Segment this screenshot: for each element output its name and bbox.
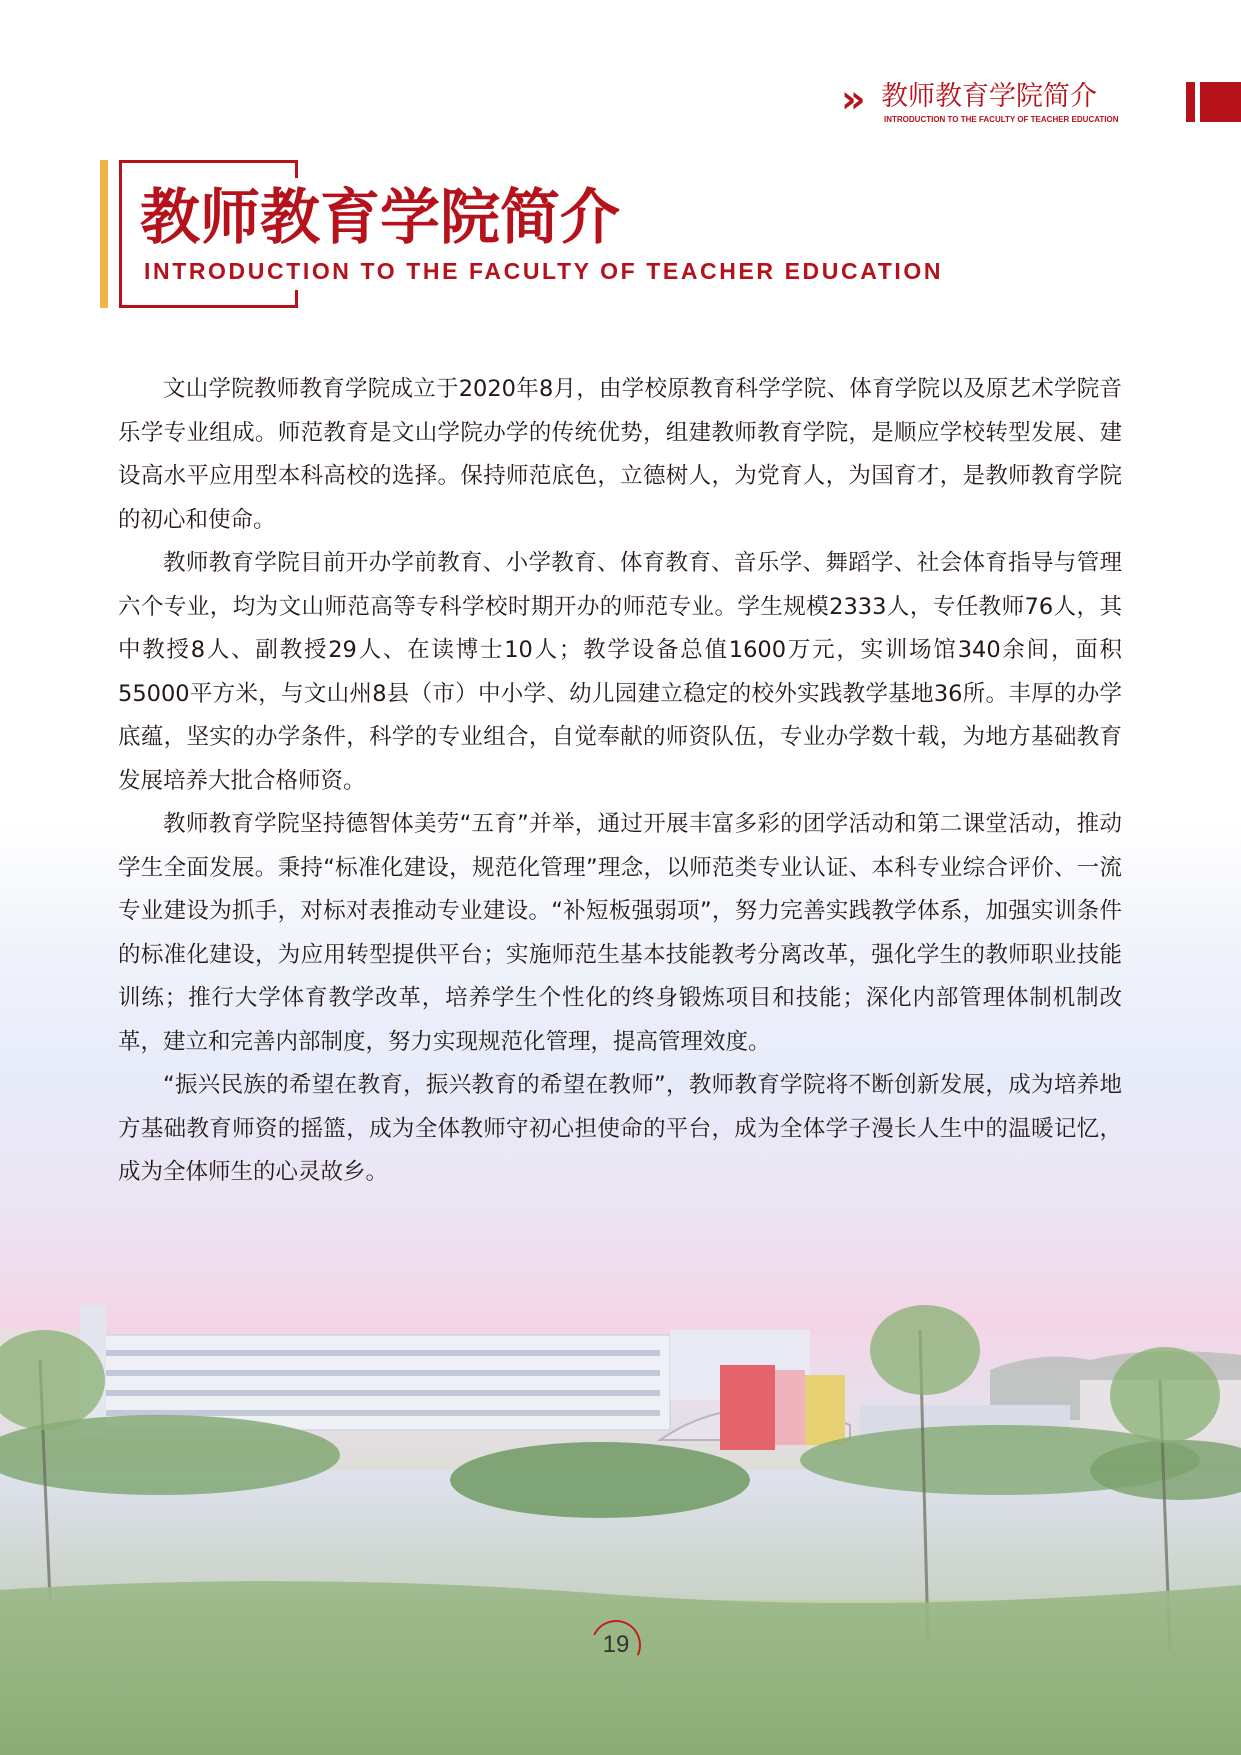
header-bar-2 <box>1200 82 1241 122</box>
arts-center-pink <box>775 1370 805 1445</box>
arts-center-red <box>720 1365 775 1450</box>
title-frame-corner-top <box>295 160 298 178</box>
page-title: 教师教育学院简介 <box>140 184 626 252</box>
paragraph-4: “振兴民族的希望在教育，振兴教育的希望在教师”，教师教育学院将不断创新发展，成为培养地方基础教育师资的摇篮，成为全体教师守初心担使命的平台，成为全体学子漫长人生中的温暖记忆，成为全体师生的心灵故乡。 <box>118 1072 1122 1185</box>
arts-center-yellow <box>805 1375 845 1445</box>
running-header <box>841 77 1241 126</box>
running-header-subtitle: INTRODUCTION TO THE FACULTY OF TEACHER EDUCATION <box>884 115 1119 124</box>
page-subtitle-en: INTRODUCTION TO THE FACULTY OF TEACHER EDUCATION <box>144 258 944 284</box>
paragraph-2: 教师教育学院目前开办学前教育、小学教育、体育教育、音乐学、舞蹈学、社会体育指导与管理六个专业，均为文山师范高等专科学校时期开办的师范专业。学生规模2333人，专任教师76人，其中教授8人、副教授29人、在读博士10人；教学设备总值1600万元，实训场馆340余间，面积55000平方米，与文山州8县（市）中小学、幼儿园建立稳定的校外实践教学基地36所。丰厚的办学底蕴，坚实的办学条件，科学的专业组合，自觉奉献的师资队伍，专业办学数十载，为地方基础教育发展培养大批合格师资。 <box>118 550 1122 794</box>
title-frame-corner-bottom <box>295 290 298 308</box>
running-header-title: 教师教育学院简介 <box>881 81 1097 112</box>
paragraph-3: 教师教育学院坚持德智体美劳“五育”并举，通过开展丰富多彩的团学活动和第二课堂活动，推动学生全面发展。秉持“标准化建设，规范化管理”理念，以师范类专业认证、本科专业综合评价、一流专业建设为抓手，对标对表推动专业建设。“补短板强弱项”，努力完善实践教学体系，加强实训条件的标准化建设，为应用转型提供平台；实施师范生基本技能教考分离改革，强化学生的教师职业技能训练；推行大学体育教学改革，培养学生个性化的终身锻炼项目和技能；深化内部管理体制机制改革，建立和完善内部制度，努力实现规范化管理，提高管理效度。 <box>118 811 1122 1055</box>
header-bar-1 <box>1186 82 1195 122</box>
body-text <box>118 368 1122 1195</box>
paragraph-1: 文山学院教师教育学院成立于2020年8月，由学校原教育科学学院、体育学院以及原艺术学院音乐学专业组成。师范教育是文山学院办学的传统优势，组建教师教育学院，是顺应学校转型发展、建设高水平应用型本科高校的选择。保持师范底色，立德树人，为党育人，为国育才，是教师教育学院的初心和使命。 <box>118 376 1122 533</box>
page-number: 19 <box>602 1631 630 1658</box>
double-chevron-icon: » <box>841 77 852 121</box>
title-accent-bar <box>100 160 108 308</box>
island-trees <box>450 1442 750 1518</box>
